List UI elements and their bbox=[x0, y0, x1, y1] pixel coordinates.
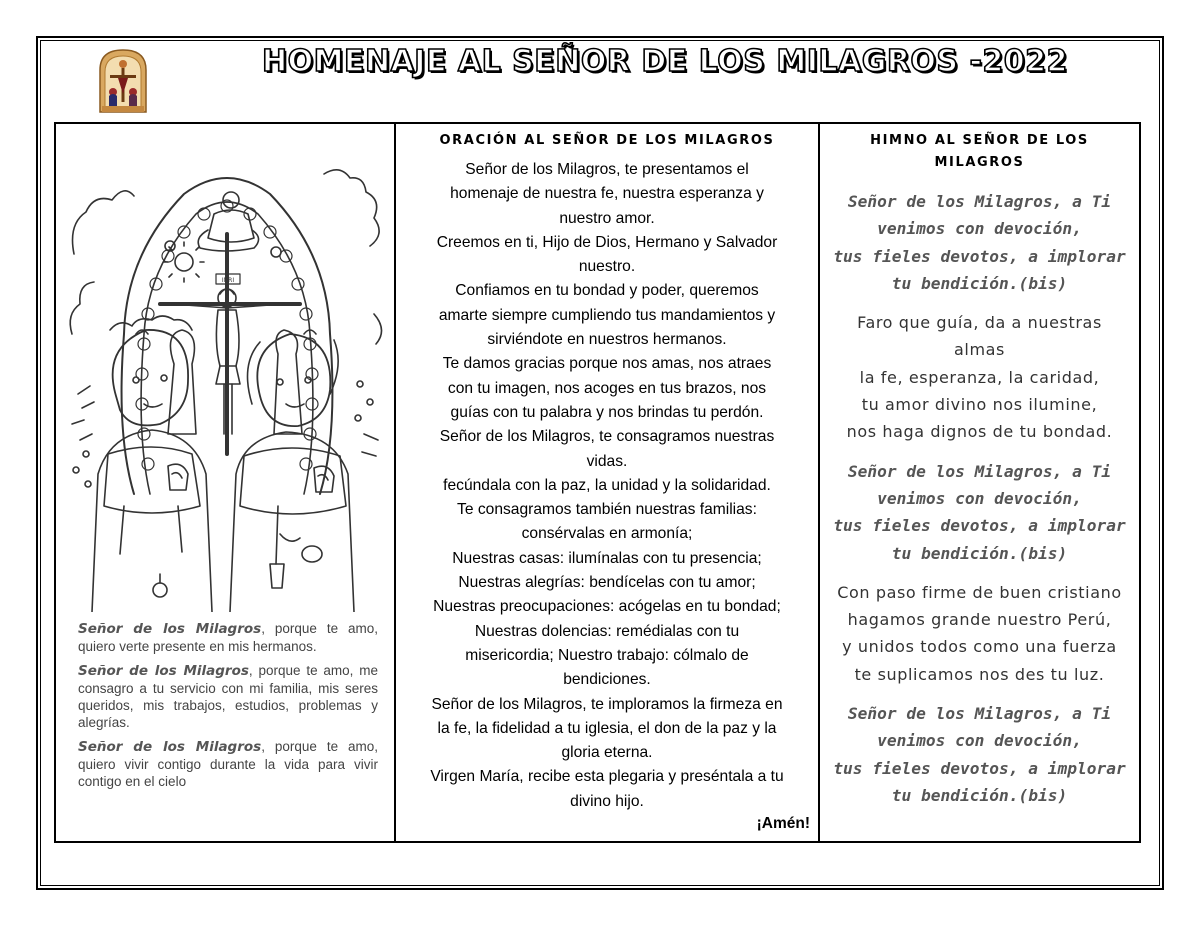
hymn-line: venimos con devoción, bbox=[877, 219, 1082, 239]
prayer-line: Nuestras casas: ilumínalas con tu presencia; bbox=[452, 549, 762, 567]
hymn-line: tu bendición.(bis) bbox=[891, 785, 1068, 805]
prayer-line: consérvalas en armonía; bbox=[521, 525, 693, 543]
emblem-icon bbox=[96, 48, 150, 114]
prayer-line: Confiamos en tu bondad y poder, queremos bbox=[455, 282, 759, 300]
left-devotion-text bbox=[78, 620, 378, 797]
prayer-line: con tu imagen, nos acoges en tus brazos, nos bbox=[447, 379, 767, 397]
devotion-paragraph bbox=[78, 620, 378, 655]
hymn-line: tu amor divino nos ilumine, bbox=[861, 395, 1098, 415]
hymn-line: tus fieles devotos, a implorar bbox=[833, 758, 1126, 778]
prayer-line: guías con tu palabra y nos brindas tu perdón. bbox=[450, 403, 764, 421]
prayer-line: Nuestras preocupaciones: acógelas en tu bondad; bbox=[433, 598, 781, 616]
prayer-line: Nuestras dolencias: remédialas con tu bbox=[474, 622, 740, 640]
prayer-line: nuestro. bbox=[578, 258, 636, 276]
devotion-text: , porque te amo, me consagro a tu servicio con mi familia, mis seres queridos, mis trabajos, estudios, problemas y alegrías. bbox=[78, 663, 378, 730]
devotion-name: Señor de los Milagros bbox=[78, 621, 262, 637]
hymn-line: Señor de los Milagros, a Ti bbox=[847, 192, 1112, 211]
prayer-line: Te damos gracias porque nos amas, nos atraes bbox=[442, 355, 772, 373]
prayer-line: homenaje de nuestra fe, nuestra esperanza y bbox=[450, 185, 764, 203]
prayer-line: Creemos en ti, Hijo de Dios, Hermano y Salvador bbox=[436, 233, 778, 251]
hymn-line: Faro que guía, da a nuestras bbox=[857, 313, 1102, 333]
devotion-text: , porque te amo, quiero verte presente en mis hermanos. bbox=[78, 621, 378, 654]
prayer-line: Virgen María, recibe esta plegaria y preséntala a tu bbox=[430, 768, 784, 786]
hymn-line: almas bbox=[954, 340, 1005, 360]
hymn-line: tu bendición.(bis) bbox=[891, 543, 1068, 563]
hymn-line: te suplicamos nos des tu luz. bbox=[854, 664, 1105, 684]
prayer-line: nuestro amor. bbox=[559, 209, 655, 227]
prayer-closing: ¡Amén! bbox=[756, 815, 810, 833]
hymn-verse bbox=[826, 309, 1133, 445]
page-title: HOMENAJE AL SEÑOR DE LOS MILAGROS -2022 bbox=[262, 44, 1068, 79]
prayer-line: amarte siempre cumpliendo tus mandamientos y bbox=[438, 306, 776, 324]
hymn-line: Con paso firme de buen cristiano bbox=[837, 582, 1122, 602]
hymn-heading-line: HIMNO AL SEÑOR DE LOS bbox=[870, 133, 1089, 148]
prayer-line: la fe, la fidelidad a tu iglesia, el don de la paz y la bbox=[437, 719, 777, 737]
hymn-line: y unidos todos como una fuerza bbox=[842, 637, 1117, 657]
crucifix-illustration bbox=[64, 134, 390, 612]
prayer-line: fecúndala con la paz, la unidad y la solidaridad. bbox=[443, 476, 771, 494]
hymn-line: la fe, esperanza, la caridad, bbox=[859, 367, 1100, 387]
prayer-column bbox=[396, 124, 820, 841]
prayer-line: sirviéndote en nuestros hermanos. bbox=[487, 331, 727, 349]
prayer-line: divino hijo. bbox=[570, 792, 644, 810]
left-column bbox=[56, 124, 396, 841]
hymn-column bbox=[820, 124, 1139, 841]
hymn-line: nos haga dignos de tu bondad. bbox=[846, 422, 1113, 442]
hymn-line: Señor de los Milagros, a Ti bbox=[847, 461, 1112, 481]
hymn-line: venimos con devoción, bbox=[877, 731, 1082, 751]
hymn-chorus bbox=[826, 458, 1133, 567]
hymn-line: Señor de los Milagros, a Ti bbox=[847, 704, 1112, 724]
hymn-line: tus fieles devotos, a implorar bbox=[833, 246, 1126, 266]
prayer-line: bendiciones. bbox=[563, 671, 651, 689]
hymn-verse bbox=[826, 579, 1133, 688]
prayer-heading: ORACIÓN AL SEÑOR DE LOS MILAGROS bbox=[439, 133, 775, 148]
devotion-name: Señor de los Milagros bbox=[78, 663, 249, 679]
prayer-line: Señor de los Milagros, te consagramos nuestras bbox=[439, 428, 775, 446]
prayer-line: Nuestras alegrías: bendícelas con tu amor; bbox=[458, 574, 756, 592]
hymn-line: venimos con devoción, bbox=[877, 488, 1082, 508]
hymn-line: hagamos grande nuestro Perú, bbox=[847, 610, 1112, 630]
hymn-line: tu bendición.(bis) bbox=[891, 273, 1068, 293]
devotion-name: Señor de los Milagros bbox=[78, 739, 262, 755]
prayer-line: Te consagramos también nuestras familias: bbox=[457, 501, 757, 519]
hymn-line: tus fieles devotos, a implorar bbox=[833, 516, 1126, 536]
prayer-line: misericordia; Nuestro trabajo: cólmalo de bbox=[465, 646, 749, 664]
content-table bbox=[54, 122, 1141, 843]
inri-plaque-label: INRI bbox=[221, 277, 235, 284]
devotion-paragraph bbox=[78, 738, 378, 790]
devotion-text: , porque te amo, quiero vivir contigo durante la vida para vivir contigo en el cielo bbox=[78, 739, 378, 789]
prayer-line: Señor de los Milagros, te presentamos el bbox=[465, 161, 749, 178]
prayer-line: Señor de los Milagros, te imploramos la firmeza en bbox=[431, 695, 783, 713]
prayer-text bbox=[402, 158, 812, 814]
hymn-heading-line: MILAGROS bbox=[934, 155, 1025, 170]
prayer-line: vidas. bbox=[586, 452, 628, 470]
hymn-chorus bbox=[826, 188, 1133, 297]
hymn-chorus bbox=[826, 700, 1133, 809]
devotion-paragraph bbox=[78, 662, 378, 731]
hymn-heading bbox=[826, 130, 1133, 174]
prayer-line: gloria eterna. bbox=[561, 744, 653, 762]
